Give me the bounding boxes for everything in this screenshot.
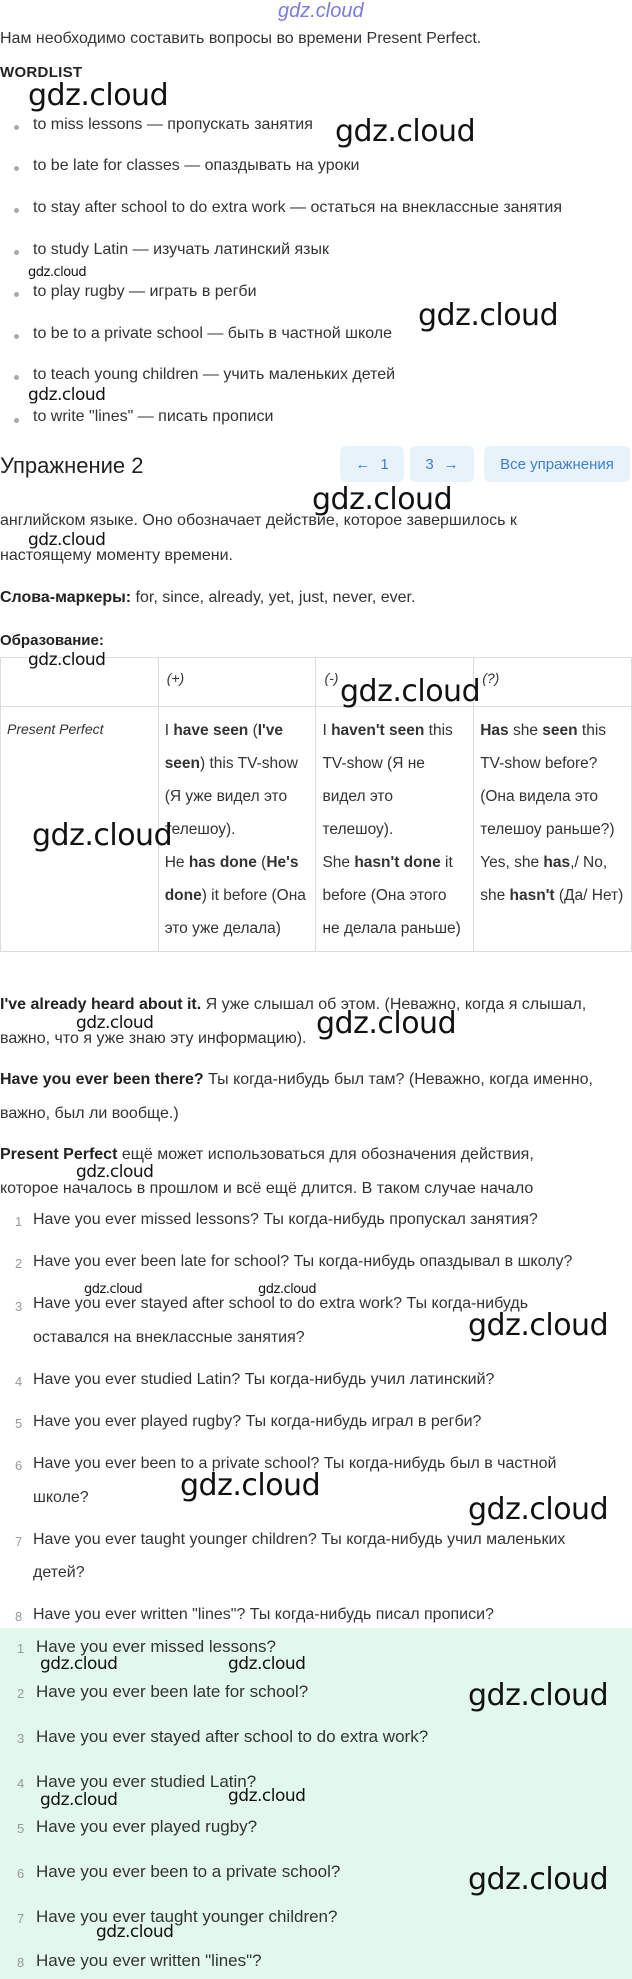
- list-item: Have you ever taught younger children? Ты когда-нибудь учил маленьких: [33, 1531, 566, 1548]
- watermark: gdz.cloud: [40, 1654, 118, 1674]
- markers-text: for, since, already, yet, just, never, ever.: [131, 589, 416, 606]
- watermark: gdz.cloud: [418, 298, 559, 333]
- site-logo[interactable]: gdz.cloud: [278, 0, 364, 22]
- answer-item: Have you ever studied Latin?: [36, 1772, 257, 1791]
- watermark: gdz.cloud: [96, 1922, 174, 1942]
- bullet-icon: [14, 125, 19, 130]
- list-item: Have you ever stayed after school to do extra work? Ты когда-нибудь: [33, 1295, 529, 1312]
- markers-label: Слова-маркеры:: [0, 589, 132, 606]
- list-item: Have you ever written "lines"? Ты когда-нибудь писал прописи?: [33, 1606, 494, 1623]
- prev-exercise-button[interactable]: [340, 446, 404, 482]
- list-item: Have you ever missed lessons? Ты когда-нибудь пропускал занятия?: [33, 1211, 538, 1228]
- example-line: I've already heard about it. Я уже слышал об этом. (Неважно, когда я слышал,: [0, 996, 587, 1013]
- all-exercises-button[interactable]: Все упражнения: [484, 446, 630, 482]
- answer-number: 6: [17, 1866, 25, 1881]
- table-cell-plus: I have seen (I've seen) this TV-show (Я уже видел это телешоу). He has done (He's done) it before (Она это уже делала): [158, 707, 316, 952]
- watermark: gdz.cloud: [340, 674, 481, 709]
- watermark: gdz.cloud: [312, 482, 453, 517]
- list-number: 8: [15, 1609, 23, 1624]
- watermark: gdz.cloud: [316, 1006, 457, 1041]
- list-number: 1: [15, 1214, 23, 1229]
- watermark: gdz.cloud: [28, 530, 106, 550]
- table-cell-question: Has she seen this TV-show before? (Она видела это телешоу раньше?) Yes, she has,/ No, she hasn't (Да/ Нет): [474, 707, 632, 952]
- bullet-icon: [14, 250, 19, 255]
- wordlist-title: WORDLIST: [0, 64, 83, 81]
- formation-label: Образование:: [0, 632, 104, 649]
- wordlist-item: to write "lines" — писать прописи: [33, 408, 274, 425]
- list-item: оставался на внеклассные занятия?: [33, 1329, 305, 1346]
- watermark: gdz.cloud: [28, 385, 106, 405]
- bullet-icon: [14, 208, 19, 213]
- answer-number: 4: [17, 1776, 25, 1791]
- watermark: gdz.cloud: [76, 1013, 154, 1033]
- list-number: 4: [15, 1374, 23, 1389]
- watermark: gdz.cloud: [468, 1308, 609, 1343]
- watermark: gdz.cloud: [180, 1468, 321, 1503]
- answer-item: Have you ever stayed after school to do extra work?: [36, 1727, 429, 1746]
- watermark: gdz.cloud: [468, 1862, 609, 1897]
- bullet-icon: [14, 166, 19, 171]
- answer-number: 7: [17, 1911, 25, 1926]
- watermark: gdz.cloud: [28, 265, 87, 280]
- watermark: gdz.cloud: [468, 1678, 609, 1713]
- exercise-title: Упражнение 2: [0, 453, 144, 478]
- table-row-label: Present Perfect: [1, 707, 159, 952]
- example-line: Present Perfect ещё может использоваться для обозначения действия,: [0, 1146, 534, 1163]
- next-exercise-label: 3: [425, 455, 434, 473]
- watermark: gdz.cloud: [40, 1790, 118, 1810]
- intro-text: Нам необходимо составить вопросы во времени Present Perfect.: [0, 30, 482, 47]
- theory-line: английском языке. Оно обозначает действие, которое завершилось к: [0, 512, 517, 529]
- watermark: gdz.cloud: [258, 1282, 317, 1297]
- watermark: gdz.cloud: [228, 1786, 306, 1806]
- example-line: важно, что я уже знаю эту информацию).: [0, 1030, 307, 1047]
- present-perfect-table: [0, 657, 632, 952]
- list-item: детей?: [33, 1564, 85, 1581]
- list-number: 3: [15, 1299, 23, 1314]
- watermark: gdz.cloud: [84, 1282, 143, 1297]
- markers-line: [0, 589, 415, 607]
- list-item: Have you ever studied Latin? Ты когда-нибудь учил латинский?: [33, 1371, 495, 1388]
- watermark: gdz.cloud: [28, 78, 169, 113]
- table-cell-minus: I haven't seen this TV-show (Я не видел это телешоу). She hasn't done it before (Она этого не делала раньше): [316, 707, 474, 952]
- right-arrow-icon: →: [443, 455, 459, 473]
- watermark: gdz.cloud: [228, 1654, 306, 1674]
- wordlist-item: to play rugby — играть в регби: [33, 283, 257, 300]
- bullet-icon: [14, 418, 19, 423]
- example-line: важно, был ли вообще.): [0, 1105, 179, 1122]
- watermark: gdz.cloud: [28, 650, 106, 670]
- list-number: 7: [15, 1534, 23, 1549]
- next-exercise-button[interactable]: [410, 446, 474, 482]
- theory-line: настоящему моменту времени.: [0, 547, 233, 564]
- watermark: gdz.cloud: [468, 1492, 609, 1527]
- prev-exercise-label: 1: [380, 455, 389, 473]
- answer-item: Have you ever taught younger children?: [36, 1907, 338, 1926]
- table-header-minus: (-): [316, 658, 474, 707]
- left-arrow-icon: ←: [355, 455, 371, 473]
- watermark: gdz.cloud: [335, 114, 476, 149]
- list-number: 5: [15, 1416, 23, 1431]
- answer-number: 8: [17, 1955, 25, 1970]
- list-item: Have you ever played rugby? Ты когда-нибудь играл в регби?: [33, 1413, 482, 1430]
- answer-number: 5: [17, 1821, 25, 1836]
- wordlist-item: to teach young children — учить маленьких детей: [33, 366, 396, 383]
- list-number: 2: [15, 1256, 23, 1271]
- wordlist-item: to miss lessons — пропускать занятия: [33, 116, 313, 133]
- list-item: Have you ever been to a private school? Ты когда-нибудь был в частной: [33, 1455, 557, 1472]
- answer-number: 3: [17, 1731, 25, 1746]
- watermark: gdz.cloud: [76, 1162, 154, 1182]
- wordlist-item: to stay after school to do extra work — остаться на внеклассные занятия: [33, 199, 562, 216]
- bullet-icon: [14, 334, 19, 339]
- table-header-plus: (+): [158, 658, 316, 707]
- list-item: Have you ever been late for school? Ты когда-нибудь опаздывал в школу?: [33, 1253, 573, 1270]
- answer-item: Have you ever written "lines"?: [36, 1951, 262, 1970]
- answer-number: 1: [17, 1641, 25, 1656]
- list-number: 6: [15, 1458, 23, 1473]
- answer-item: Have you ever played rugby?: [36, 1817, 258, 1836]
- answer-item: Have you ever missed lessons?: [36, 1637, 277, 1656]
- wordlist-item: to study Latin — изучать латинский язык: [33, 241, 329, 258]
- answer-number: 2: [17, 1686, 25, 1701]
- example-line: которое началось в прошлом и всё ещё длится. В таком случае начало: [0, 1180, 534, 1197]
- example-line: Have you ever been there? Ты когда-нибудь был там? (Неважно, когда именно,: [0, 1071, 593, 1088]
- answer-item: Have you ever been late for school?: [36, 1682, 309, 1701]
- wordlist-item: to be to a private school — быть в частной школе: [33, 325, 392, 342]
- bullet-icon: [14, 375, 19, 380]
- answer-item: Have you ever been to a private school?: [36, 1862, 341, 1881]
- exercise-nav-bar: [0, 446, 632, 486]
- watermark: gdz.cloud: [32, 818, 173, 853]
- bullet-icon: [14, 292, 19, 297]
- list-item: школе?: [33, 1489, 89, 1506]
- wordlist-item: to be late for classes — опаздывать на уроки: [33, 157, 360, 174]
- table-header-question: (?): [474, 658, 632, 707]
